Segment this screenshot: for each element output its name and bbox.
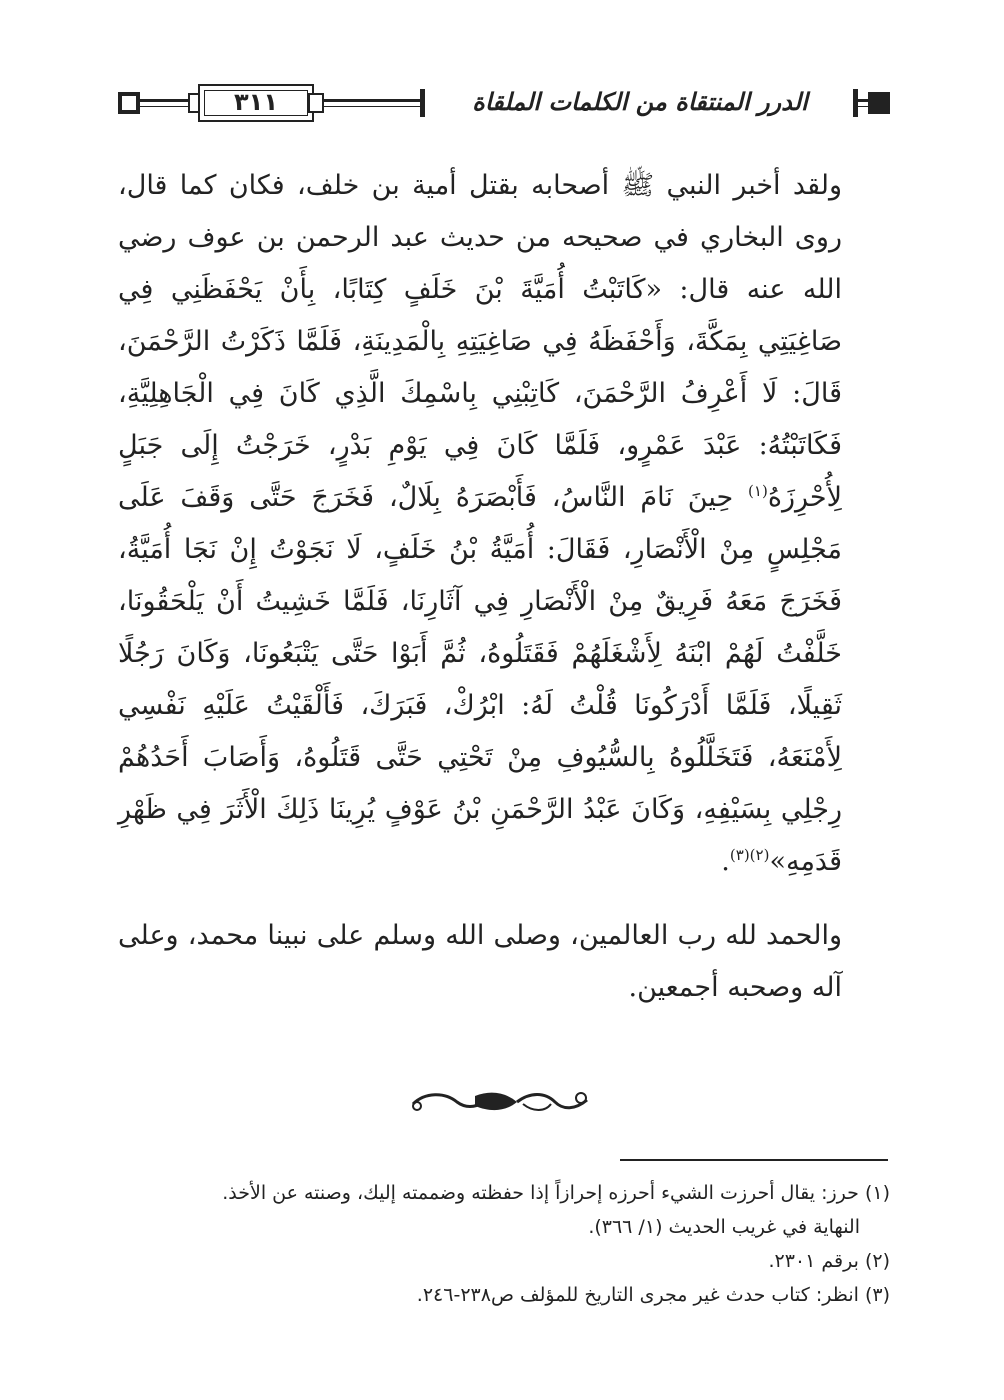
main-text [118, 160, 890, 1014]
hadith-text-continued: حِينَ نَامَ النَّاسُ، فَأَبْصَرَهُ بِلَالٌ، فَخَرَجَ حَتَّى وَقَفَ عَلَى مَجْلِسٍ مِنْ الْأَنْصَارِ، فَقَالَ: أُمَيَّةُ بْنُ خَلَفٍ، لَا نَجَوْتُ إِنْ نَجَا أُمَيَّةُ، فَخَرَجَ مَعَهُ فَرِيقٌ مِنْ الْأَنْصَارِ فِي آثَارِنَا، فَلَمَّا خَشِيتُ أَنْ يَلْحَقُونَا، خَلَّفْتُ لَهُمْ ابْنَهُ لِأَشْغَلَهُمْ فَقَتَلُوهُ، ثُمَّ أَبَوْا حَتَّى يَتْبَعُونَا، وَكَانَ رَجُلًا ثَقِيلًا، فَلَمَّا أَدْرَكُونَا قُلْتُ لَهُ: ابْرُكْ، فَبَرَكَ، فَأَلْقَيْتُ عَلَيْهِ نَفْسِي لِأَمْنَعَهُ، فَتَخَلَّلُوهُ بِالسُّيُوفِ مِنْ تَحْتِي حَتَّى قَتَلُوهُ، وَأَصَابَ أَحَدُهُمْ رِجْلِي بِسَيْفِهِ، وَكَانَ عَبْدُ الرَّحْمَنِ بْنُ عَوْفٍ يُرِينَا ذَلِكَ الْأَثَرَ فِي ظَهْرِ قَدَمِهِ» [118, 482, 842, 877]
footnote-text: حرز: يقال أحرزت الشيء أحرزه إحرازاً إذا حفظته وضممته إليك، وصنته عن الأخذ. [222, 1182, 859, 1204]
footnote-1-continued: النهاية في غريب الحديث (١/ ٣٦٦). [588, 1216, 860, 1238]
footnote-ref-2-3[interactable]: (٢)(٣) [729, 846, 770, 864]
footnote-text: انظر: كتاب حدث غير مجرى التاريخ للمؤلف ص٢٣٨-٢٤٦. [416, 1284, 859, 1306]
footnote-2 [118, 1244, 890, 1278]
footnotes [118, 1176, 890, 1312]
header-middle-rule [324, 99, 422, 107]
hadith-paragraph [118, 160, 890, 888]
header-left-square [118, 92, 140, 114]
footnote-ref-1[interactable]: (١) [748, 482, 768, 500]
book-title: الدرر المنتقاة من الكلمات الملقاة [472, 88, 808, 116]
page-number: ٣١١ [234, 88, 278, 116]
footnote-mark: (٣) [864, 1284, 890, 1306]
header-right-square [868, 92, 890, 114]
footnote-1 [118, 1176, 890, 1210]
footnote-separator [620, 1159, 888, 1161]
footnote-mark: (٢) [864, 1250, 890, 1272]
section-divider-ornament [405, 1082, 595, 1122]
header-rule-cap [420, 89, 425, 117]
hadith-text: ولقد أخبر النبي ﷺ أصحابه بقتل أمية بن خلف، فكان كما قال، روى البخاري في صحيحه من حديث عبد الرحمن بن عوف رضي الله عنه قال: «كَاتَبْتُ أُمَيَّةَ بْنَ خَلَفٍ كِتَابًا، بِأَنْ يَحْفَظَنِي فِي صَاغِيَتِي بِمَكَّةَ، وَأَحْفَظَهُ فِي صَاغِيَتِهِ بِالْمَدِينَةِ، فَلَمَّا ذَكَرْتُ الرَّحْمَنَ، قَالَ: لَا أَعْرِفُ الرَّحْمَنَ، كَاتِبْنِي بِاسْمِكَ الَّذِي كَانَ فِي الْجَاهِلِيَّةِ، فَكَاتَبْتُهُ: عَبْدَ عَمْرٍو، فَلَمَّا كَانَ فِي يَوْمِ بَدْرٍ، خَرَجْتُ إِلَى جَبَلٍ لِأُحْرِزَهُ [118, 170, 842, 513]
footnote-3 [118, 1278, 890, 1312]
footnote-text: برقم ٢٣٠١. [768, 1250, 859, 1272]
page-header [118, 80, 888, 126]
footnote-mark: (١) [864, 1182, 890, 1204]
hadith-end-mark: . [721, 846, 730, 877]
header-left-rule [140, 99, 190, 107]
page-number-box [188, 84, 324, 122]
closing-paragraph: والحمد لله رب العالمين، وصلى الله وسلم على نبينا محمد، وعلى آله وصحبه أجمعين. [118, 920, 842, 1003]
